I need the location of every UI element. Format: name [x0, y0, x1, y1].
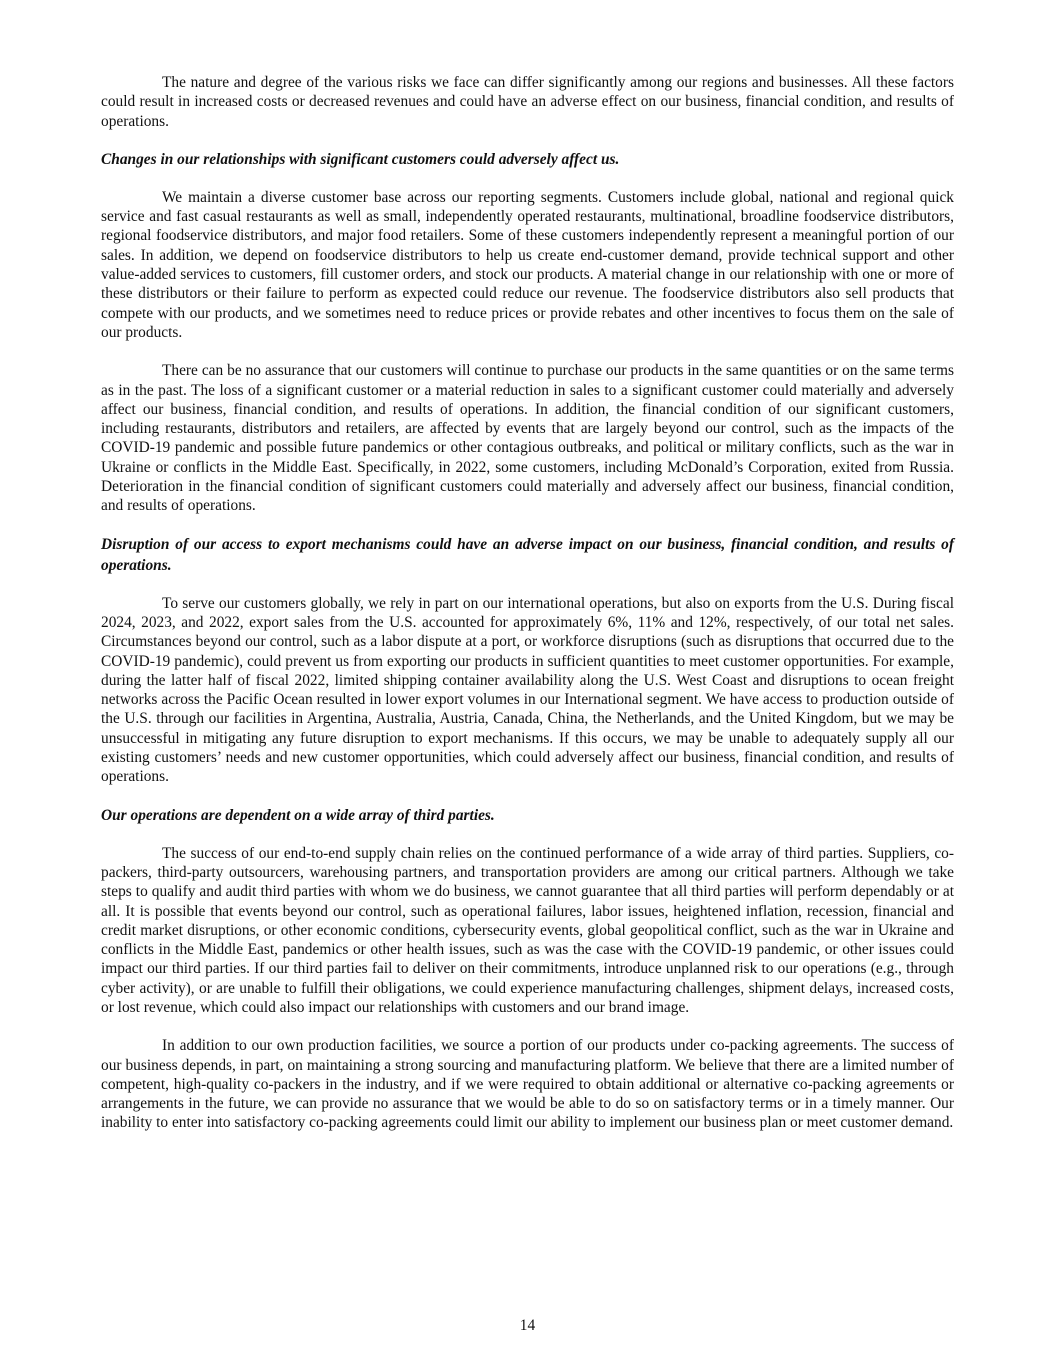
page-number: 14 — [519, 1317, 536, 1334]
heading-customer-relationships: Changes in our relationships with significant customers could adversely affect us. — [101, 150, 620, 168]
customer-base-paragraph: We maintain a diverse customer base across our reporting segments. Customers include global, national and regional quick service and fast casual restaurants as well as small, independently operated restaurants, multinational, broadline foodservice distributors, regional foodservice distributors, and major food retailers. Some of these customers independently represent a meaningful portion of our sales. In addition, we depend on foodservice distributors to help us create end-customer demand, provide technical support and other value-added services to customers, fill customer orders, and stock our products. A material change in our relationship with one or more of these distributors or their failure to perform as expected could reduce our revenue. The foodservice distributors also sell products that compete with our products, and we sometimes need to reduce prices or provide rebates and other incentives to focus them on the sale of our products. — [101, 188, 954, 341]
heading-export-mechanisms: Disruption of our access to export mechanisms could have an adverse impact on our business, financial condition, and results of operations. — [101, 535, 954, 574]
supply-chain-paragraph: The success of our end-to-end supply chain relies on the continued performance of a wide array of third parties. Suppliers, co-packers, third-party outsourcers, warehousing partners, and transportation providers are among our critical partners. Although we take steps to qualify and audit third parties with whom we do business, we cannot guarantee that all third parties will perform dependably or at all. It is possible that events beyond our control, such as operational failures, labor issues, heightened inflation, recession, financial and credit market disruptions, or other economic conditions, cybersecurity events, global geopolitical conflict, such as the war in Ukraine and conflicts in the Middle East, pandemics or other health issues, such as was the case with the COVID-19 pandemic, or other issues could impact our third parties. If our third parties fail to deliver on their commitments, introduce unplanned risk to our operations (e.g., through cyber activity), or are unable to fulfill their obligations, we could experience manufacturing challenges, shipment delays, increased costs, or lost revenue, which could also impact our relationships with customers and our brand image. — [101, 844, 954, 1016]
heading-third-parties: Our operations are dependent on a wide array of third parties. — [101, 806, 495, 824]
intro-paragraph: The nature and degree of the various risks we face can differ significantly among our regions and businesses. All these factors could result in increased costs or decreased revenues and could have an adverse effect on our business, financial condition, and results of operations. — [101, 74, 954, 130]
co-packing-paragraph: In addition to our own production facilities, we source a portion of our products under co-packing agreements. The success of our business depends, in part, on maintaining a strong sourcing and manufacturing platform. We believe that there are a limited number of competent, high-quality co-packers in the industry, and if we were required to obtain additional or alternative co-packing agreements or arrangements in the future, we can provide no assurance that we would be able to do so on satisfactory terms or in a timely manner. Our inability to enter into satisfactory co-packing agreements could limit our ability to implement our business plan or meet customer demand. — [101, 1037, 954, 1132]
export-paragraph: To serve our customers globally, we rely in part on our international operations, but also on exports from the U.S. During fiscal 2024, 2023, and 2022, export sales from the U.S. accounted for approximately 6%, 11% and 12%, respectively, of our total net sales. Circumstances beyond our control, such as a labor dispute at a port, or workforce disruptions (such as disruptions that occurred due to the COVID-19 pandemic), could prevent us from exporting our products in sufficient quantities to meet customer opportunities. For example, during the latter half of fiscal 2022, limited shipping container availability along the U.S. West Coast and disruptions to ocean freight networks across the Pacific Ocean resulted in lower export volumes in our International segment. We have access to production outside of the U.S. through our facilities in Argentina, Australia, Austria, Canada, China, the Netherlands, and the United Kingdom, but we may be unsuccessful in mitigating any future disruption to export mechanisms. If this occurs, we may be unable to adequately supply all our existing customers’ needs and new customer opportunities, which could adversely affect our business, financial condition, and results of operations. — [101, 594, 954, 786]
customer-assurance-paragraph: There can be no assurance that our customers will continue to purchase our products in the same quantities or on the same terms as in the past. The loss of a significant customer or a material reduction in sales to a significant customer could materially and adversely affect our business, financial condition, and results of operations. In addition, the financial condition of our significant customers, including restaurants, distributors and retailers, are affected by events that are largely beyond our control, such as the impacts of the COVID-19 pandemic and possible future pandemics or other contagious outbreaks, and political or military conflicts, such as the war in Ukraine or conflicts in the Middle East. Specifically, in 2022, some customers, including McDonald’s Corporation, exited from Russia. Deterioration in the financial condition of significant customers could materially and adversely affect our business, financial condition, and results of operations. — [101, 362, 954, 515]
document-page — [101, 73, 954, 1133]
